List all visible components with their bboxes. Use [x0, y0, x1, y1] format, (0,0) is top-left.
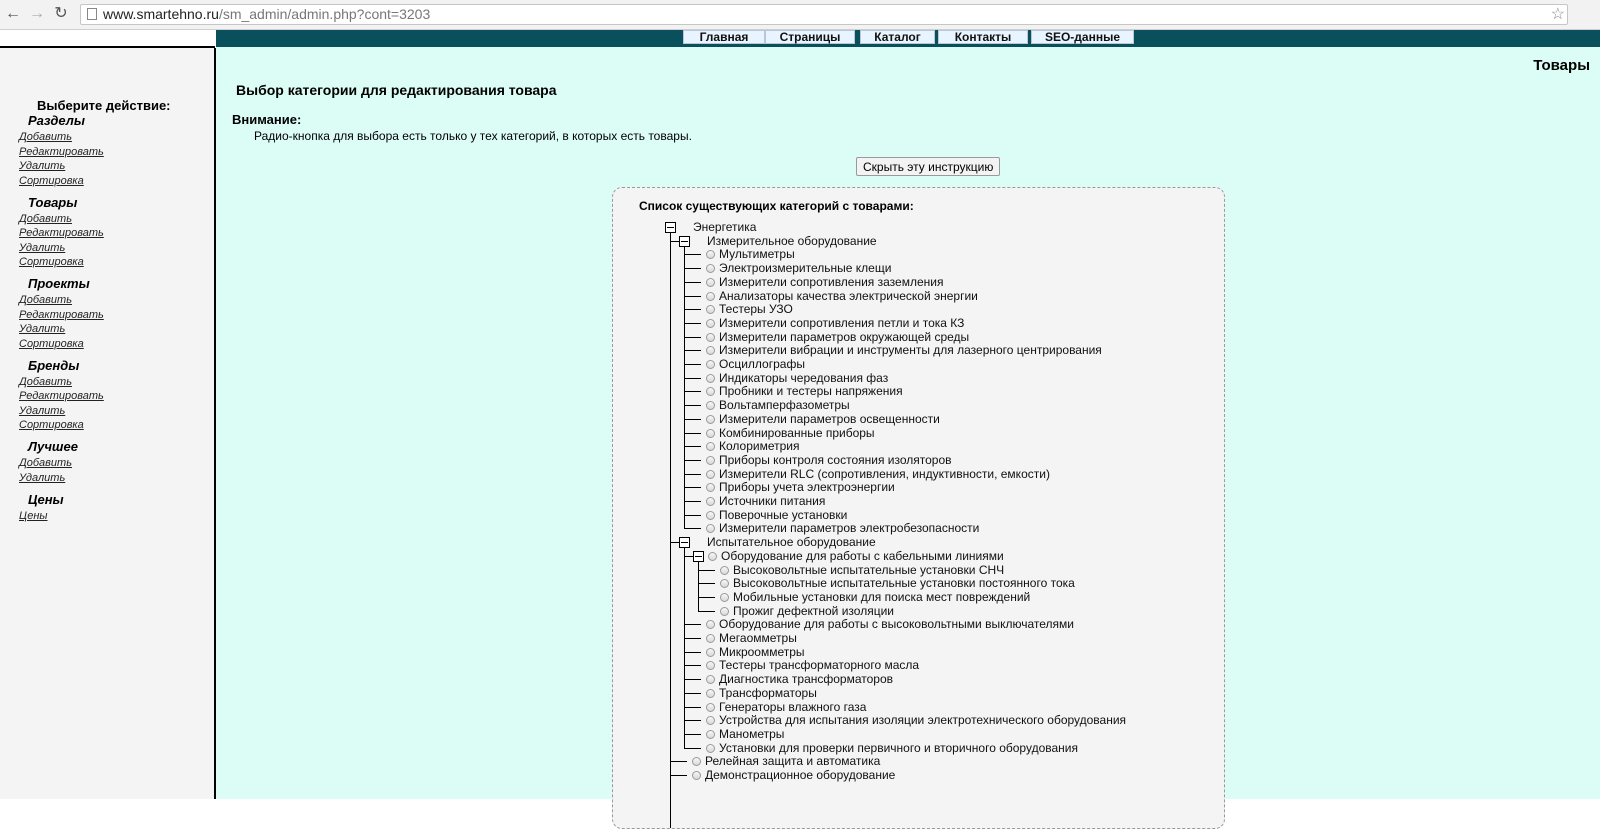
- tree-node-label: Манометры: [719, 726, 785, 741]
- sidebar-section-title: Разделы: [28, 113, 85, 128]
- tree-connector: [684, 309, 701, 310]
- category-radio[interactable]: [706, 401, 715, 410]
- tree-node-label: Индикаторы чередования фаз: [719, 370, 889, 385]
- tree-connector: [684, 734, 701, 735]
- tree-node-label: Приборы учета электроэнергии: [719, 480, 895, 495]
- tree-node-label: Трансформаторы: [719, 685, 817, 700]
- tree-node-label: Установки для проверки первичного и вторичного оборудования: [719, 740, 1078, 755]
- sidebar-link[interactable]: Добавить: [19, 131, 72, 143]
- tree-node-label: Прожиг дефектной изоляции: [733, 603, 894, 618]
- tree-connector: [684, 296, 701, 297]
- collapse-toggle-icon[interactable]: [693, 551, 704, 562]
- category-radio[interactable]: [706, 716, 715, 725]
- sidebar-link[interactable]: Удалить: [19, 160, 66, 172]
- tree-node-label: Мультиметры: [719, 247, 795, 262]
- category-radio[interactable]: [706, 730, 715, 739]
- tree-connector: [684, 515, 701, 516]
- tree-node-label: Испытательное оборудование: [707, 535, 876, 550]
- bookmark-star-icon[interactable]: ☆: [1550, 6, 1565, 23]
- tree-connector: [684, 528, 701, 529]
- tree-node-label: Источники питания: [719, 494, 826, 508]
- category-tree-panel: [612, 187, 1225, 829]
- tree-connector: [684, 254, 701, 255]
- menu-tab-5[interactable]: SEO-данные: [1031, 30, 1134, 44]
- tree-connector: [684, 337, 701, 338]
- tree-node-label: Анализаторы качества электрической энергии: [719, 288, 978, 303]
- category-radio[interactable]: [706, 511, 715, 520]
- tree-connector: [684, 652, 701, 653]
- tree-connector: [684, 391, 701, 392]
- sidebar-link[interactable]: Редактировать: [19, 308, 104, 321]
- sidebar-link[interactable]: Редактировать: [19, 390, 104, 402]
- category-radio[interactable]: [706, 744, 715, 753]
- tree-node-label: Поверочные установки: [719, 507, 848, 522]
- category-radio[interactable]: [706, 661, 715, 670]
- category-radio[interactable]: [706, 703, 715, 712]
- sub-heading: Выбор категории для редактирования товара: [236, 82, 557, 98]
- tree-connector: [684, 419, 701, 420]
- category-radio[interactable]: [706, 497, 715, 506]
- tree-connector: [684, 350, 701, 351]
- tree-connector: [684, 433, 701, 434]
- category-radio[interactable]: [706, 292, 715, 301]
- category-radio[interactable]: [706, 634, 715, 643]
- category-radio[interactable]: [706, 648, 715, 657]
- category-radio[interactable]: [706, 620, 715, 629]
- page-title: Товары: [1533, 57, 1590, 74]
- tree-node-label: Осциллографы: [719, 357, 805, 371]
- category-radio[interactable]: [692, 757, 701, 766]
- sidebar-link[interactable]: Добавить: [19, 294, 72, 306]
- sidebar-link[interactable]: Сортировка: [19, 419, 84, 431]
- collapse-toggle-icon[interactable]: [665, 222, 676, 233]
- tree-node-label: Измерители параметров электробезопасности: [719, 521, 980, 536]
- category-radio[interactable]: [706, 250, 715, 259]
- tree-connector: [684, 474, 701, 475]
- sidebar-link[interactable]: Удалить: [19, 471, 66, 484]
- sidebar-section-title: Товары: [28, 194, 78, 210]
- tree-connector: [698, 583, 715, 584]
- sidebar-title: Выберите действие:: [37, 98, 171, 113]
- tree-node-label: Измерители сопротивления петли и тока КЗ: [719, 315, 965, 330]
- tree-node-label: Комбинированные приборы: [719, 425, 875, 440]
- tree-node-label: Измерители вибрации и инструменты для лазерного центрирования: [719, 343, 1102, 358]
- tree-connector: [684, 748, 701, 749]
- category-radio[interactable]: [720, 593, 729, 602]
- page-icon: [87, 8, 97, 20]
- tree-node-label: Колориметрия: [719, 439, 800, 454]
- tree-node-label: Генераторы влажного газа: [719, 699, 867, 714]
- tree-node-label: Тестеры трансформаторного масла: [719, 658, 920, 673]
- category-radio[interactable]: [706, 374, 715, 383]
- tree-connector: [698, 611, 715, 612]
- sidebar-link[interactable]: Сортировка: [19, 337, 84, 350]
- menu-tab-1[interactable]: Главная: [683, 30, 765, 44]
- category-radio[interactable]: [706, 689, 715, 698]
- category-radio[interactable]: [692, 771, 701, 780]
- tree-node-label: Оборудование для работы с кабельными линиями: [721, 548, 1004, 563]
- tree-node-label: Измерители параметров освещенности: [719, 411, 940, 426]
- category-radio[interactable]: [706, 305, 715, 314]
- tree-node-label: Пробники и тестеры напряжения: [719, 384, 903, 399]
- tree-connector: [670, 232, 671, 828]
- tree-connector: [670, 761, 687, 762]
- category-radio[interactable]: [706, 470, 715, 479]
- sidebar-link[interactable]: Удалить: [19, 404, 66, 417]
- category-radio[interactable]: [720, 566, 729, 575]
- top-menu: [216, 30, 1600, 47]
- tree-connector: [684, 405, 701, 406]
- category-radio[interactable]: [706, 387, 715, 396]
- sidebar-link[interactable]: Удалить: [19, 323, 66, 335]
- tree-node-label: Измерители RLC (сопротивления, индуктивности, емкости): [719, 466, 1050, 481]
- tree-connector: [684, 720, 701, 721]
- category-radio[interactable]: [706, 675, 715, 684]
- category-radio[interactable]: [706, 333, 715, 342]
- tree-node-label: Высоковольтные испытательные установки СНЧ: [733, 562, 1005, 577]
- tree-node-label: Устройства для испытания изоляции электротехнического оборудования: [719, 713, 1127, 728]
- tree-connector: [670, 775, 687, 776]
- tree-connector: [684, 693, 701, 694]
- tree-connector: [684, 460, 701, 461]
- collapse-toggle-icon[interactable]: [679, 236, 690, 247]
- category-radio[interactable]: [720, 607, 729, 616]
- tree-connector: [670, 241, 679, 242]
- tree-connector: [684, 487, 701, 488]
- tree-connector: [670, 542, 679, 543]
- category-tree: [613, 188, 1224, 828]
- tree-node-label: Мегаомметры: [719, 631, 797, 645]
- category-radio[interactable]: [708, 552, 717, 561]
- menu-tab-2[interactable]: Страницы: [765, 30, 855, 44]
- tree-connector: [684, 364, 701, 365]
- url-path: /sm_admin/admin.php?cont=3203: [218, 6, 431, 22]
- category-radio[interactable]: [706, 429, 715, 438]
- sidebar-link[interactable]: Добавить: [19, 457, 72, 469]
- hide-instruction-button[interactable]: Скрыть эту инструкцию: [856, 157, 1000, 176]
- sidebar-link[interactable]: Сортировка: [19, 174, 84, 187]
- tree-node-label: Оборудование для работы с высоковольтными выключателями: [719, 617, 1074, 632]
- reload-icon[interactable]: ↻: [54, 5, 68, 22]
- tree-node-label: Диагностика трансформаторов: [719, 672, 894, 687]
- category-radio[interactable]: [706, 264, 715, 273]
- tree-node-label: Энергетика: [693, 220, 757, 234]
- collapse-toggle-icon[interactable]: [679, 537, 690, 548]
- sidebar-link[interactable]: Добавить: [19, 212, 72, 225]
- category-radio[interactable]: [706, 360, 715, 369]
- attention-label: Внимание:: [232, 112, 302, 127]
- sidebar: [0, 48, 216, 799]
- sidebar-link[interactable]: Добавить: [19, 375, 72, 388]
- category-radio[interactable]: [706, 415, 715, 424]
- tree-connector: [684, 268, 701, 269]
- tree-connector: [684, 679, 701, 680]
- tree-connector: [684, 378, 701, 379]
- tree-node-label: Измерители сопротивления заземления: [719, 274, 944, 289]
- tree-node-label: Высоковольтные испытательные установки постоянного тока: [733, 576, 1075, 591]
- tree-title: Список существующих категорий с товарами:: [639, 199, 914, 213]
- tree-connector: [698, 561, 699, 612]
- sidebar-link[interactable]: Редактировать: [19, 227, 104, 239]
- tree-connector: [684, 638, 701, 639]
- tree-node-label: Тестеры УЗО: [719, 302, 793, 317]
- category-radio[interactable]: [706, 456, 715, 465]
- url-host: www.smartehno.ru: [103, 6, 219, 22]
- tree-connector: [684, 665, 701, 666]
- category-radio[interactable]: [706, 483, 715, 492]
- tree-node-label: Измерительное оборудование: [707, 233, 877, 248]
- sidebar-link[interactable]: Цены: [19, 509, 48, 522]
- category-radio[interactable]: [706, 442, 715, 451]
- category-radio[interactable]: [706, 346, 715, 355]
- page: [0, 30, 1600, 799]
- tree-connector: [684, 624, 701, 625]
- sidebar-section-title: Бренды: [28, 357, 80, 373]
- attention-text: Радио-кнопка для выбора есть только у тех категорий, в которых есть товары.: [254, 129, 692, 143]
- back-arrow-icon[interactable]: ←: [5, 5, 21, 22]
- category-radio[interactable]: [706, 278, 715, 287]
- tree-connector: [684, 547, 685, 749]
- tree-node-label: Релейная защита и автоматика: [705, 754, 881, 769]
- tree-connector: [698, 597, 715, 598]
- tree-connector: [684, 707, 701, 708]
- tree-connector: [684, 446, 701, 447]
- sidebar-link[interactable]: Редактировать: [19, 145, 104, 158]
- sidebar-section-title: Цены: [28, 491, 64, 507]
- category-radio[interactable]: [706, 524, 715, 533]
- tree-node-label: Приборы контроля состояния изоляторов: [719, 452, 952, 467]
- tree-connector: [684, 282, 701, 283]
- tree-connector: [684, 323, 701, 324]
- sidebar-section-title: Проекты: [28, 276, 90, 291]
- tree-node-label: Измерители параметров окружающей среды: [719, 329, 970, 344]
- tree-node-label: Вольтамперфазометры: [719, 398, 850, 413]
- sidebar-section-title: Лучшее: [28, 439, 78, 454]
- address-bar[interactable]: [80, 4, 1568, 25]
- tree-node-label: Мобильные установки для поиска мест повреждений: [733, 589, 1031, 604]
- browser-toolbar: [0, 0, 1600, 30]
- tree-connector: [684, 556, 693, 557]
- sidebar-link[interactable]: Сортировка: [19, 256, 84, 268]
- sidebar-link[interactable]: Удалить: [19, 241, 66, 254]
- url-text[interactable]: [103, 6, 430, 23]
- tree-connector: [684, 501, 701, 502]
- tree-node-label: Электроизмерительные клещи: [719, 261, 892, 276]
- tree-node-label: Демонстрационное оборудование: [705, 768, 896, 782]
- tree-node-label: Микроомметры: [719, 644, 805, 659]
- category-radio[interactable]: [720, 579, 729, 588]
- menu-tab-3[interactable]: Каталог: [860, 30, 935, 44]
- tree-connector: [698, 570, 715, 571]
- category-radio[interactable]: [706, 319, 715, 328]
- menu-tab-4[interactable]: Контакты: [938, 30, 1028, 44]
- main-content: [216, 30, 1600, 799]
- forward-arrow-icon[interactable]: →: [29, 5, 45, 22]
